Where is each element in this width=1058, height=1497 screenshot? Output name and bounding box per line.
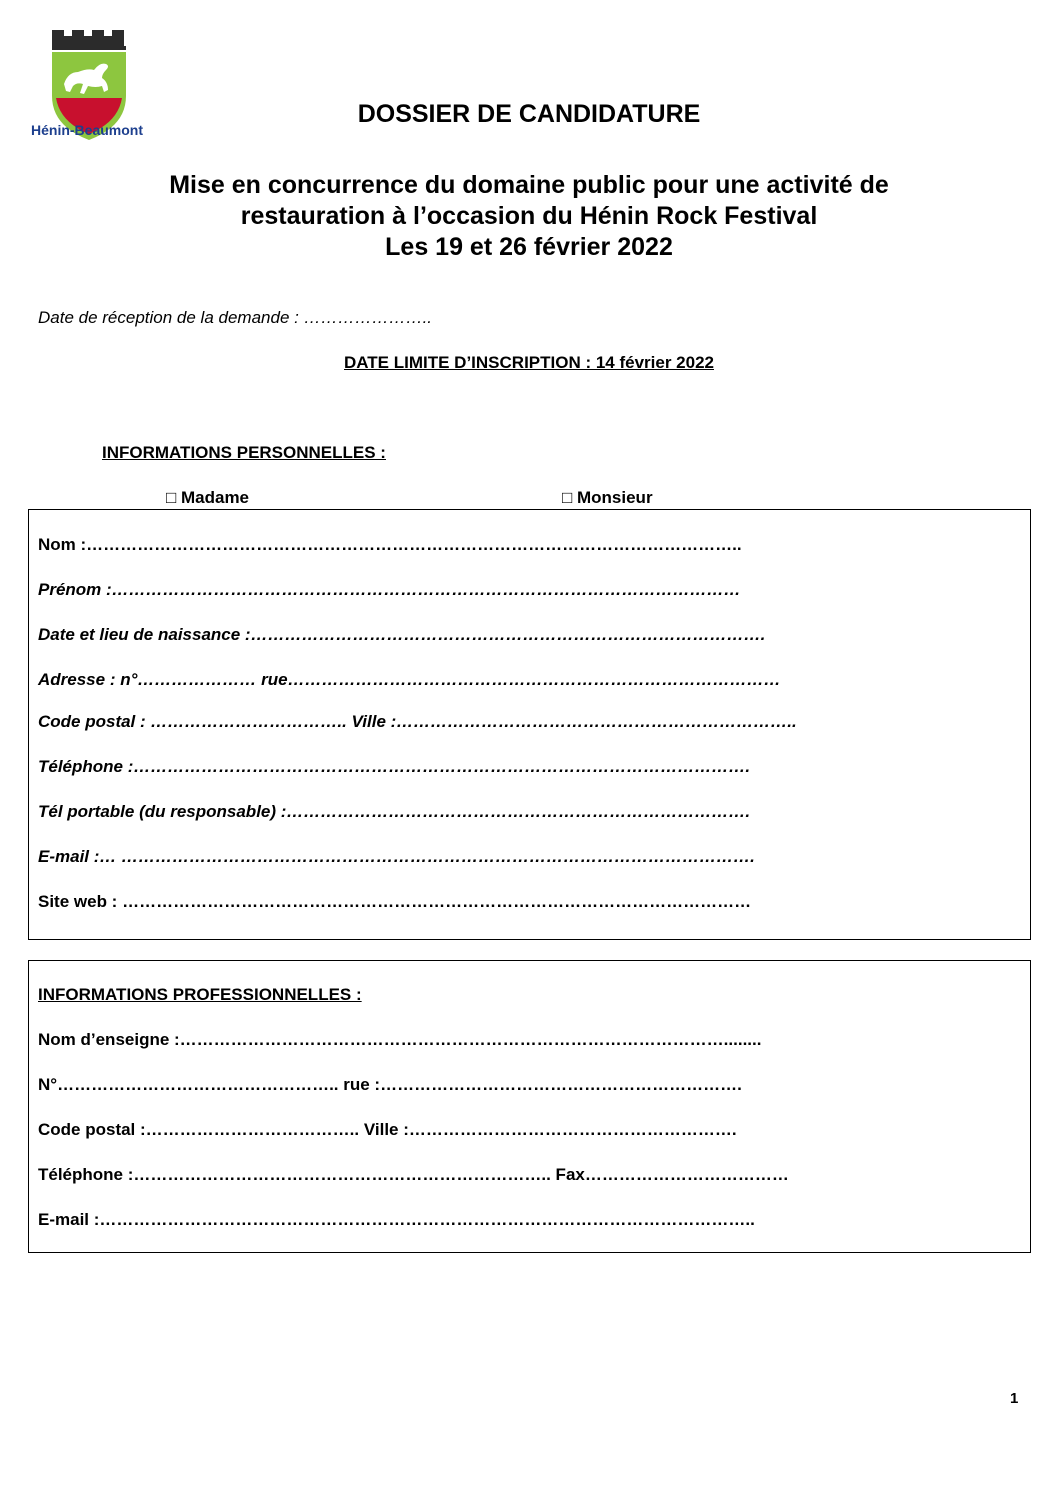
field-numero-rue[interactable]: N°………………………………………….. rue :……………………………………………………….	[38, 1075, 742, 1094]
personal-info-heading: INFORMATIONS PERSONNELLES :	[102, 443, 386, 462]
field-telephone[interactable]: Téléphone :……………………………………………………………………………………………….	[38, 757, 751, 776]
field-email[interactable]: E-mail :… ………………………………………………………………………………………………….	[38, 847, 755, 866]
page-number: 1	[1010, 1390, 1019, 1407]
subtitle-line: restauration à l’occasion du Hénin Rock Festival	[240, 202, 818, 230]
subtitle-line: Mise en concurrence du domaine public pour une activité de	[169, 171, 889, 199]
field-nom[interactable]: Nom :……………………………………………………………………………………………………..	[38, 535, 742, 554]
civility-madame-option[interactable]: □ Madame	[166, 488, 250, 507]
logo-city-name: Hénin-Beaumont	[31, 122, 143, 138]
field-pro-code-postal-ville[interactable]: Code postal :……………………………….. Ville :………………………………………………….	[38, 1120, 737, 1139]
field-adresse[interactable]: Adresse : n°………………… rue……………………………………………………………………………	[38, 670, 781, 689]
field-nom-enseigne[interactable]: Nom d’enseigne :……………………………………………………………………………………........	[38, 1030, 762, 1049]
subtitle-line: Les 19 et 26 février 2022	[385, 233, 673, 261]
field-tel-portable[interactable]: Tél portable (du responsable) :……………………………………………………………………….	[38, 802, 751, 821]
registration-deadline: DATE LIMITE D’INSCRIPTION : 14 février 2022	[344, 353, 714, 372]
field-date-lieu-naissance[interactable]: Date et lieu de naissance :……………………………………………………………………………….	[38, 625, 766, 644]
document-title: DOSSIER DE CANDIDATURE	[357, 100, 701, 128]
reception-date-field: Date de réception de la demande : …………………..	[38, 308, 433, 327]
field-pro-telephone-fax[interactable]: Téléphone :……………………………………………………………….. Fax………………………………	[38, 1165, 789, 1184]
civility-monsieur-option[interactable]: □ Monsieur	[562, 488, 653, 507]
professional-info-heading: INFORMATIONS PROFESSIONNELLES :	[38, 985, 362, 1004]
field-prenom[interactable]: Prénom :…………………………………………………………………………………………………	[38, 580, 741, 599]
field-pro-email[interactable]: E-mail :……………………………………………………………………………………………………..	[38, 1210, 755, 1229]
document-subtitle	[0, 170, 1058, 263]
field-site-web[interactable]: Site web : …………………………………………………………………………………………………	[38, 892, 752, 911]
field-code-postal-ville[interactable]: Code postal : …………………………….. Ville :……………………………………………………………..	[38, 712, 797, 731]
